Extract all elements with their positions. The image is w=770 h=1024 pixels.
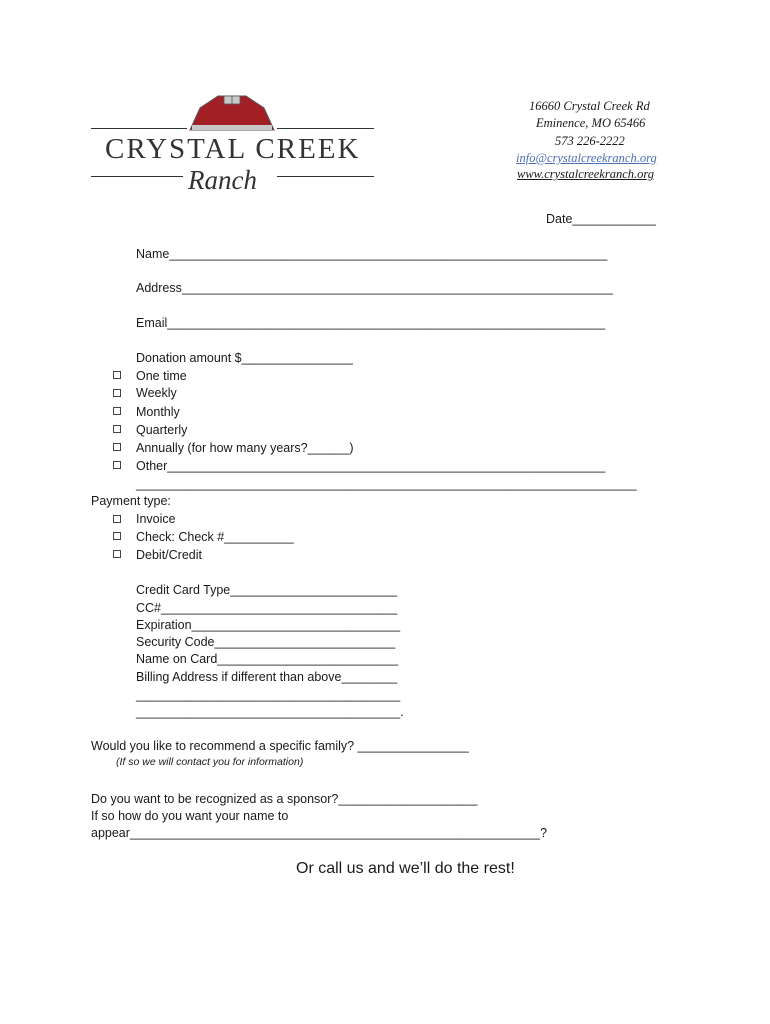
checkbox-one-time[interactable] — [113, 371, 121, 379]
option-other[interactable]: Other_______________________________________________________________ — [136, 459, 606, 473]
name-on-card-field[interactable]: Name on Card__________________________ — [136, 652, 399, 666]
billing-address-line-3[interactable]: ______________________________________. — [136, 705, 404, 719]
contact-email-link[interactable]: info@crystalcreekranch.org — [516, 151, 657, 165]
option-check[interactable]: Check: Check #__________ — [136, 530, 294, 544]
contact-phone: 573 226-2222 — [555, 134, 625, 148]
logo-rule-right-top — [277, 128, 374, 129]
checkbox-other[interactable] — [113, 461, 121, 469]
payment-type-label: Payment type: — [91, 494, 171, 508]
billing-address-field[interactable]: Billing Address if different than above________ — [136, 670, 398, 684]
logo-rule-right-bottom — [277, 176, 374, 177]
checkbox-annually[interactable] — [113, 443, 121, 451]
email-field[interactable]: Email_______________________________________________________________ — [136, 316, 606, 330]
name-display-question: If so how do you want your name to — [91, 809, 289, 823]
checkbox-invoice[interactable] — [113, 515, 121, 523]
contact-website[interactable]: www.crystalcreekranch.org — [517, 167, 655, 181]
sponsor-question[interactable]: Do you want to be recognized as a sponsor?____________________ — [91, 792, 478, 806]
address-field[interactable]: Address______________________________________________________________ — [136, 281, 613, 295]
security-code-field[interactable]: Security Code__________________________ — [136, 635, 396, 649]
option-quarterly: Quarterly — [136, 423, 188, 437]
option-invoice: Invoice — [136, 512, 176, 526]
donation-amount-field[interactable]: Donation amount $________________ — [136, 351, 353, 365]
logo-script: Ranch — [188, 165, 257, 195]
checkbox-monthly[interactable] — [113, 407, 121, 415]
card-type-field[interactable]: Credit Card Type________________________ — [136, 583, 398, 597]
expiration-field[interactable]: Expiration______________________________ — [136, 618, 401, 632]
contact-street: 16660 Crystal Creek Rd — [529, 99, 650, 113]
barn-icon — [188, 92, 276, 132]
closing-message: Or call us and we’ll do the rest! — [296, 860, 515, 877]
date-field[interactable]: Date____________ — [546, 212, 656, 226]
family-note: (If so we will contact you for information) — [116, 756, 304, 768]
checkbox-debit-credit[interactable] — [113, 550, 121, 558]
logo-title: CRYSTAL CREEK — [105, 133, 361, 165]
logo-rule-left-bottom — [91, 176, 183, 177]
option-debit-credit: Debit/Credit — [136, 548, 202, 562]
option-monthly: Monthly — [136, 405, 180, 419]
option-annually: Annually (for how many years?______) — [136, 441, 354, 455]
logo-rule-left-top — [91, 128, 187, 129]
family-question[interactable]: Would you like to recommend a specific family? ________________ — [91, 739, 469, 753]
billing-address-line-2[interactable]: ______________________________________ — [136, 688, 401, 702]
checkbox-quarterly[interactable] — [113, 425, 121, 433]
name-field[interactable]: Name_______________________________________________________________ — [136, 247, 608, 261]
contact-city: Eminence, MO 65466 — [536, 116, 646, 130]
option-one-time: One time — [136, 369, 187, 383]
checkbox-check[interactable] — [113, 532, 121, 540]
other-continuation-line[interactable]: ________________________________________________________________________ — [136, 477, 637, 491]
name-display-field[interactable]: appear___________________________________________________________? — [91, 826, 548, 840]
card-number-field[interactable]: CC#__________________________________ — [136, 601, 398, 615]
checkbox-weekly[interactable] — [113, 389, 121, 397]
option-weekly: Weekly — [136, 386, 177, 400]
